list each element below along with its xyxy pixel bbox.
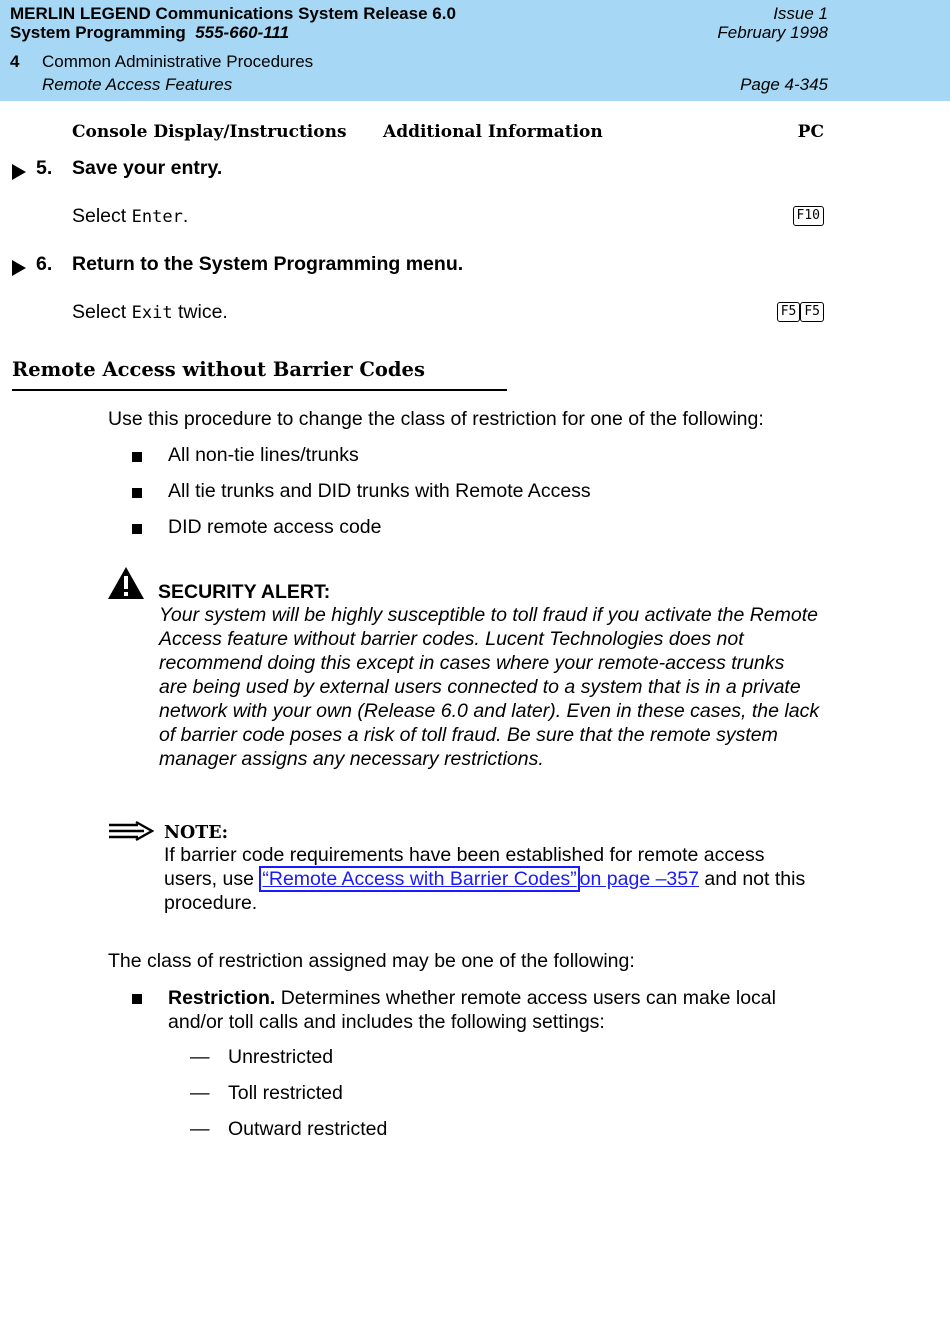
dash-bullet: —	[190, 1046, 210, 1068]
bullet-icon	[132, 452, 142, 462]
chapter-title: Common Administrative Procedures	[42, 52, 314, 71]
step-instruction: Select Enter.	[72, 205, 189, 227]
doc-title: MERLIN LEGEND Communications System Release 6.0	[10, 4, 456, 23]
section-rule	[12, 389, 507, 391]
step-number: 6.	[36, 253, 53, 275]
issue-date: February 1998	[717, 23, 828, 42]
list-item: All tie trunks and DID trunks with Remote Access	[168, 480, 591, 502]
cross-reference-link[interactable]: “Remote Access with Barrier Codes” on page –357	[259, 866, 699, 892]
note-text: If barrier code requirements have been established for remote access users, use “Remote Access with Barrier Codes” on page –357 and not this procedure.	[164, 844, 806, 914]
step-title: Save your entry.	[72, 157, 223, 179]
column-additional-heading: Additional Information	[383, 122, 603, 142]
command-enter: Enter	[131, 207, 183, 227]
bullet-icon	[132, 488, 142, 498]
step-arrow-icon	[12, 260, 26, 276]
page-number: Page 4-345	[740, 75, 828, 94]
bullet-icon	[132, 524, 142, 534]
note-pointer-icon	[108, 820, 154, 842]
section-title: Remote Access Features	[42, 75, 233, 94]
doc-subtitle: System Programming 555-660-111	[10, 23, 290, 42]
dash-bullet: —	[190, 1118, 210, 1140]
command-exit: Exit	[131, 303, 173, 323]
list-item: Restriction. Determines whether remote access users can make local and/or toll calls and includes the following settings:	[168, 987, 776, 1033]
section-intro: Use this procedure to change the class of restriction for one of the following:	[108, 408, 764, 430]
step-arrow-icon	[12, 164, 26, 180]
note-label: NOTE:	[164, 823, 229, 843]
alert-text: Your system will be highly susceptible to toll fraud if you activate the Remote Access feature without barrier codes. Lucent Technologies does not recommend doing this except in cases where your remote-access trunks are being used by external users connected to a system that is in a private network with your own (Release 6.0 and later). Even in these cases, the lack of barrier code poses a risk of toll fraud. Be sure that the remote system manager assigns any necessary restrictions.	[159, 604, 820, 770]
pc-keys	[777, 302, 824, 322]
setting-item: Toll restricted	[228, 1082, 343, 1104]
key-f10: F10	[793, 206, 824, 226]
doc-number: 555-660-111	[195, 23, 290, 42]
alert-label: SECURITY ALERT:	[158, 581, 331, 603]
setting-item: Unrestricted	[228, 1046, 334, 1068]
dash-bullet: —	[190, 1082, 210, 1104]
chapter-number: 4	[10, 52, 20, 71]
key-f5: F5	[777, 302, 801, 322]
column-console-heading: Console Display/Instructions	[72, 122, 347, 142]
list-item: DID remote access code	[168, 516, 382, 538]
step-instruction: Select Exit twice.	[72, 301, 228, 323]
step-title: Return to the System Programming menu.	[72, 253, 464, 275]
page-header	[0, 0, 950, 101]
cor-intro: The class of restriction assigned may be one of the following:	[108, 950, 635, 972]
setting-item: Outward restricted	[228, 1118, 388, 1140]
issue-label: Issue 1	[773, 4, 828, 23]
section-heading: Remote Access without Barrier Codes	[12, 358, 425, 381]
column-pc-heading: PC	[797, 122, 824, 142]
step-number: 5.	[36, 157, 53, 179]
warning-icon	[107, 566, 145, 600]
pc-keys	[793, 206, 824, 226]
list-item: All non-tie lines/trunks	[168, 444, 359, 466]
key-f5: F5	[800, 302, 824, 322]
bullet-icon	[132, 994, 142, 1004]
